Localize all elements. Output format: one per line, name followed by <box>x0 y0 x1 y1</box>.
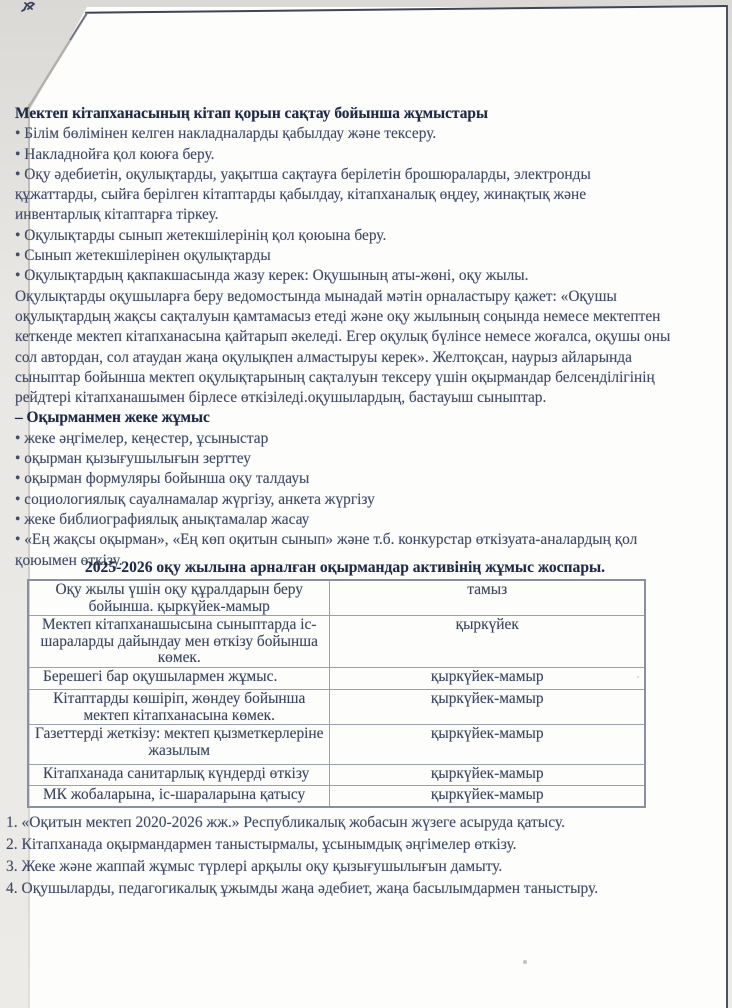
bullet-item: • Білім бөлімінен келген накладналарды қабылдау және тексеру. <box>15 125 437 143</box>
bullet-item: • жеке әңгімелер, кеңестер, ұсыныстар <box>15 429 269 447</box>
numbered-item: 2. Кітапханада оқырмандармен таныстырмалы, ұсынымдық әңгімелер өткізу. <box>6 835 517 853</box>
table-row <box>28 616 645 668</box>
numbered-list <box>6 812 698 900</box>
work-plan-section <box>15 558 675 808</box>
bullet-item: • Накладнойға қол коюға беру. <box>15 145 215 163</box>
bullet-item: • Оқулықтардың қакпакшасында жазу керек: Оқушының аты-жөні, оқу жылы. <box>15 267 529 285</box>
work-plan-table <box>27 579 646 808</box>
table-row <box>28 668 645 690</box>
activity-cell: Мектеп кітапханашысына сыныптарда іс-шараларды дайындау мен өткізу бойынша көмек. <box>28 616 330 668</box>
bullet-item: • Оқулықтарды сынып жетекшілерінің қол қоюына беру. <box>15 226 387 244</box>
document-title: Мектеп кітапханасының кітап қорын сақтау бойынша жұмыстары <box>15 105 488 122</box>
scan-speck <box>637 676 639 678</box>
bullet-item: • Оқу әдебиетін, оқулықтарды, уақытша сақтауға берілетін брошюраларды, электронды құжаттарды, сыйға берілген кітаптарды қабылдау, кітапханалық өңдеу, жинақтық және инвентарлық кітаптарға тіркеу. <box>15 165 591 224</box>
document-body <box>15 104 671 571</box>
bullet-item: • «Ең жақсы оқырман», «Ең көп оқитын сынып» және т.б. конкурстар өткізуата-аналардың қол қоюымен өткізу. <box>15 531 638 569</box>
period-cell: қыркүйек-мамыр <box>330 765 645 786</box>
activity-cell: Оқу жылы үшін оқу құралдарын беру бойынша. қыркүйек-мамыр <box>28 580 330 616</box>
period-cell: тамыз <box>330 580 645 616</box>
body-paragraph: Оқулықтарды оқушыларға беру ведомостында мынадай мәтін орналастыру қажет: «Оқушы оқулықтардың жақсы сақталуын қамтамасыз етеді және оқу жылының соңында немесе мектептен кеткенде мектеп кітапханасына қайтарып әкеледі. Егер оқулық бүлінсе немесе жоғалса, оқушы оны сол автордан, сол атаудан жаңа оқулықпен алмастыруы керек». Желтоқсан, наурыз айларында сыныптар бойынша мектеп оқулықтарының сақталуын тексеру үшін оқырмандар белсенділігінің рейдтері кітапханашымен бірлесе өткізіледі.оқушылардың, бастауыш сыныптар. <box>15 287 671 407</box>
page-right-edge <box>726 5 728 1008</box>
table-row <box>28 786 645 807</box>
pen-scribble-icon <box>22 3 34 11</box>
bullet-item: • оқырман формуляры бойынша оқу талдауы <box>15 470 310 488</box>
period-cell: қыркүйек-мамыр <box>330 668 645 690</box>
bullet-item: • оқырман қызығушылығын зерттеу <box>15 450 251 468</box>
period-cell: қыркүйек <box>330 616 645 668</box>
activity-cell: Кітаптарды көшіріп, жөндеу бойынша мектеп кітапханасына көмек. <box>28 690 330 725</box>
activity-cell: МК жобаларына, іс-шараларына қатысу <box>28 786 330 807</box>
numbered-item: 3. Жеке және жаппай жұмыс түрлері арқылы оқу қызығушылығын дамыту. <box>6 857 503 875</box>
table-title: 2025-2026 оқу жылына арналған оқырмандар активінің жұмыс жоспары. <box>84 559 606 576</box>
period-cell: қыркүйек-мамыр <box>330 786 645 807</box>
period-cell: қыркүйек-мамыр <box>330 690 645 725</box>
numbered-item: 4. Оқушыларды, педагогикалық ұжымды жаңа әдебиет, жаңа басылымдармен таныстыру. <box>6 879 599 897</box>
bullet-item: • социологиялық сауалнамалар жүргізу, анкета жүргізу <box>15 490 375 508</box>
bullet-item: • Сынып жетекшілерінен оқулықтарды <box>15 247 271 265</box>
period-cell: қыркүйек-мамыр <box>330 725 645 765</box>
activity-cell: Кітапханада санитарлық күндерді өткізу <box>28 765 330 786</box>
section-subheading: – Оқырманмен жеке жұмыс <box>15 409 210 427</box>
table-row <box>28 725 645 765</box>
scan-speck <box>523 960 527 964</box>
table-row <box>28 690 645 725</box>
bullet-item: • жеке библиографиялық анықтамалар жасау <box>15 510 310 528</box>
activity-cell: Берешегі бар оқушылармен жұмыс. <box>28 668 330 690</box>
activity-cell: Газеттерді жеткізу: мектеп қызметкерлеріне жазылым <box>28 725 330 765</box>
table-row <box>28 765 645 786</box>
numbered-item: 1. «Оқитын мектеп 2020-2026 жж.» Республикалық жобасын жүзеге асыруда қатысу. <box>6 814 565 831</box>
table-row <box>28 580 645 616</box>
